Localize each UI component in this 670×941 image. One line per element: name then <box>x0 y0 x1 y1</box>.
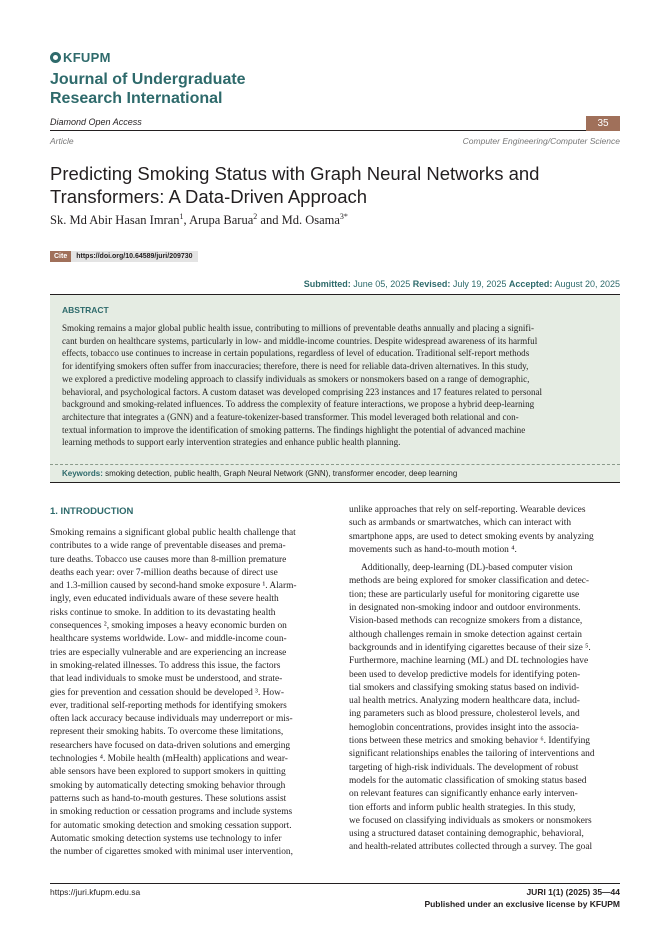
body-line: the number of cigarettes smoked with minimal user intervention, <box>50 847 293 858</box>
body-line: healthcare systems worldwide. Low- and middle-income coun- <box>50 634 287 645</box>
abstract-heading: ABSTRACT <box>62 305 109 315</box>
cite-badge: Cite <box>50 251 71 262</box>
body-line: on relevant features can significantly enhance early interven- <box>349 789 578 800</box>
article-type: Article <box>50 136 74 146</box>
body-line: for automatic smoking detection and smoking cessation support. <box>50 820 292 831</box>
doi-link[interactable]: https://doi.org/10.64589/juri/209730 <box>71 251 197 262</box>
body-line: hemoglobin concentrations, provides insight into the associa- <box>349 722 579 733</box>
abstract-line: effects, tobacco use continues to increase in certain populations, regardless of level of education. Traditional self-report methods <box>62 348 530 359</box>
journal-name-line1: Journal of Undergraduate <box>50 71 246 88</box>
keywords <box>62 469 457 478</box>
abstract-line: behavioral, and psychological factors. A custom dataset was developed comprising 223 instances and 17 features related to personal <box>62 386 543 397</box>
author-affiliation: 3* <box>339 212 348 221</box>
body-line: smartphone apps, are used to detect smoking events by analyzing <box>349 531 594 542</box>
body-line: risks continue to smoke. In addition to its devastating health <box>50 607 276 618</box>
publisher-logo <box>50 50 111 65</box>
kfupm-logo-icon <box>50 52 61 63</box>
body-line: backgrounds and in identifying cigarettes because of their size ⁵. <box>349 642 591 653</box>
body-line: methods are being explored for smoker classification and detec- <box>349 576 590 587</box>
abstract-line: we explored a predictive modeling approach to classify individuals as smokers or nonsmokers based on a range of demographic, <box>62 373 530 384</box>
body-line: Automatic smoking detection systems use technology to infer <box>50 833 282 844</box>
body-line: Vision-based methods can recognize smokers from a distance, <box>349 616 583 627</box>
body-line: we focused on classifying individuals as smokers or nonsmokers <box>349 815 592 826</box>
author-affiliation: 2 <box>253 212 258 221</box>
right-column <box>349 504 621 855</box>
revised-date: July 19, 2025 <box>452 279 507 289</box>
title-line2: Transformers: A Data-Driven Approach <box>50 186 368 207</box>
author-separator: and <box>257 213 282 228</box>
body-line: ing parameters such as blood pressure, cholesterol levels, and <box>349 709 580 720</box>
body-line: able sensors have been explored to support smokers in quitting <box>50 767 286 778</box>
accepted-date: August 20, 2025 <box>554 279 620 289</box>
body-line: that lead individuals to smoke must be understood, and strate- <box>50 674 283 685</box>
submitted-label: Submitted: <box>303 279 351 289</box>
body-line: and health-related attributes collected through a survey. The goal <box>349 842 593 853</box>
abstract-line: cant burden on healthcare systems, particularly in low- and middle-income countries. Despite widespread awareness of its harmful <box>62 335 538 346</box>
body-line: contributes to a wide range of preventable diseases and prema- <box>50 541 286 552</box>
body-line: models for the automatic classification of smoking status based <box>349 775 587 786</box>
body-line: and 1.3-million caused by second-hand smoke exposure ¹. Alarm- <box>50 581 297 592</box>
body-line: Furthermore, machine learning (ML) and DL technologies have <box>349 656 589 667</box>
body-line: movements such as hand-to-mouth motion ⁴. <box>349 544 517 555</box>
abstract-line: background and smoking-related influences. To address the complexity of feature interactions, we propose a hybrid deep-learning <box>62 399 535 410</box>
title-line1: Predicting Smoking Status with Graph Neural Networks and <box>50 163 540 184</box>
body-line: been used to develop predictive models for identifying poten- <box>349 669 581 680</box>
publication-dates <box>304 279 620 289</box>
abstract-line: textual information to improve the identification of smoking patterns. The findings highlight the potential of advanced machine <box>62 424 526 435</box>
body-line: researchers have focused on data-driven solutions and emerging <box>50 740 291 751</box>
author-list <box>50 212 348 228</box>
left-column <box>50 527 322 859</box>
body-line: ual health metrics. Analyzing modern healthcare data, includ- <box>349 696 580 707</box>
license-note: Published under an exclusive license by KFUPM <box>424 899 620 909</box>
journal-name-line2: Research International <box>50 90 223 107</box>
body-line: ingly, even educated individuals aware of these severe health <box>50 594 279 605</box>
article-category: Computer Engineering/Computer Science <box>462 136 620 146</box>
journal-url-link[interactable]: https://juri.kfupm.edu.sa <box>50 887 141 897</box>
body-line: tions between these metrics and smoking behavior ⁶. Identifying <box>349 736 590 747</box>
body-line: ture deaths. Tobacco use causes more than 8-million premature <box>50 554 287 565</box>
doi-citation <box>50 251 198 262</box>
accepted-label: Accepted: <box>508 279 553 289</box>
body-line: such as armbands or smartwatches, which can interact with <box>349 518 572 529</box>
body-line: tion; these are particularly useful for monitoring cigarette use <box>349 589 580 600</box>
body-line: tial smokers and classifying smoking status based on individ- <box>349 682 580 693</box>
submitted-date: June 05, 2025 <box>353 279 411 289</box>
body-line: unlike approaches that rely on self-reporting. Wearable devices <box>349 505 586 515</box>
body-line: represent their smoking habits. To overcome these limitations, <box>50 727 284 738</box>
body-line: often lack accuracy because individuals may underreport or mis- <box>50 714 293 725</box>
footer-divider <box>50 883 620 884</box>
author-name[interactable]: Md. Osama <box>281 213 340 228</box>
access-label: Diamond Open Access <box>50 117 142 127</box>
access-row <box>50 116 620 131</box>
body-line: smoking by automatically detecting smoking behavior through <box>50 780 286 791</box>
abstract-box <box>50 294 620 465</box>
body-line: technologies ⁴. Mobile health (mHealth) applications and wear- <box>50 754 288 765</box>
body-line: tion efforts and inform public health strategies. In this study, <box>349 802 576 813</box>
body-line: deaths each year: over 7-million deaths because of direct use <box>50 567 278 578</box>
body-line: in smoking reduction or cessation programs and include systems <box>50 807 293 818</box>
author-separator: , <box>183 213 190 228</box>
body-line: ever, traditional self-reporting methods for identifying smokers <box>50 700 287 711</box>
body-line: Smoking remains a significant global public health challenge that <box>50 528 296 538</box>
abstract-line: Smoking remains a major global public health issue, contributing to millions of preventable deaths annually and placing a signifi- <box>62 323 535 333</box>
body-line: tries are especially vulnerable and are experiencing an increase <box>50 647 287 658</box>
body-line: targeting of high-risk individuals. The development of robust <box>349 762 579 773</box>
publisher-brand: KFUPM <box>63 50 111 65</box>
journal-reference: JURI 1(1) (2025) 35—44 <box>526 887 620 897</box>
author-affiliation: 1 <box>179 212 184 221</box>
body-line: significant relationships enables the tailoring of interventions and <box>349 749 595 760</box>
section-heading-introduction: 1. INTRODUCTION <box>50 506 134 517</box>
abstract-line: architecture that integrates a (GNN) and a feature-tokenizer-based transformer. This model leveraged both relational and con- <box>62 411 519 422</box>
paper-title <box>50 162 610 208</box>
keywords-text: smoking detection, public health, Graph Neural Network (GNN), transformer encoder, deep learning <box>105 469 458 478</box>
journal-name <box>50 70 246 108</box>
revised-label: Revised: <box>412 279 451 289</box>
body-line: in designated non-smoking indoor and outdoor environments. <box>349 603 581 614</box>
author-name[interactable]: Arupa Barua <box>189 213 254 228</box>
body-line: in smoking-related illnesses. To address this issue, the factors <box>50 660 281 671</box>
abstract-line: learning methods to support early intervention strategies and enhance public health planning. <box>62 437 401 448</box>
abstract-line: for identifying smokers often suffer from inaccuracies; therefore, there is need for reliable data-driven alternatives. In this study, <box>62 361 529 372</box>
body-line: Additionally, deep-learning (DL)-based computer vision <box>361 563 573 574</box>
abstract-text <box>62 322 610 449</box>
page-number-badge: 35 <box>586 116 620 131</box>
body-line: patterns such as hand-to-mouth gestures. These solutions assist <box>50 793 287 804</box>
keywords-label: Keywords: <box>62 469 103 478</box>
body-line: using a structured dataset containing demographic, behavioral, <box>349 829 584 840</box>
keywords-box <box>50 464 620 483</box>
body-line: consequences ², smoking imposes a heavy economic burden on <box>50 621 287 632</box>
body-line: gies for prevention and cessation should be developed ³. How- <box>50 687 284 698</box>
body-line: although challenges remain in smoke detection against certain <box>349 629 582 640</box>
author-name[interactable]: Sk. Md Abir Hasan Imran <box>50 213 180 228</box>
